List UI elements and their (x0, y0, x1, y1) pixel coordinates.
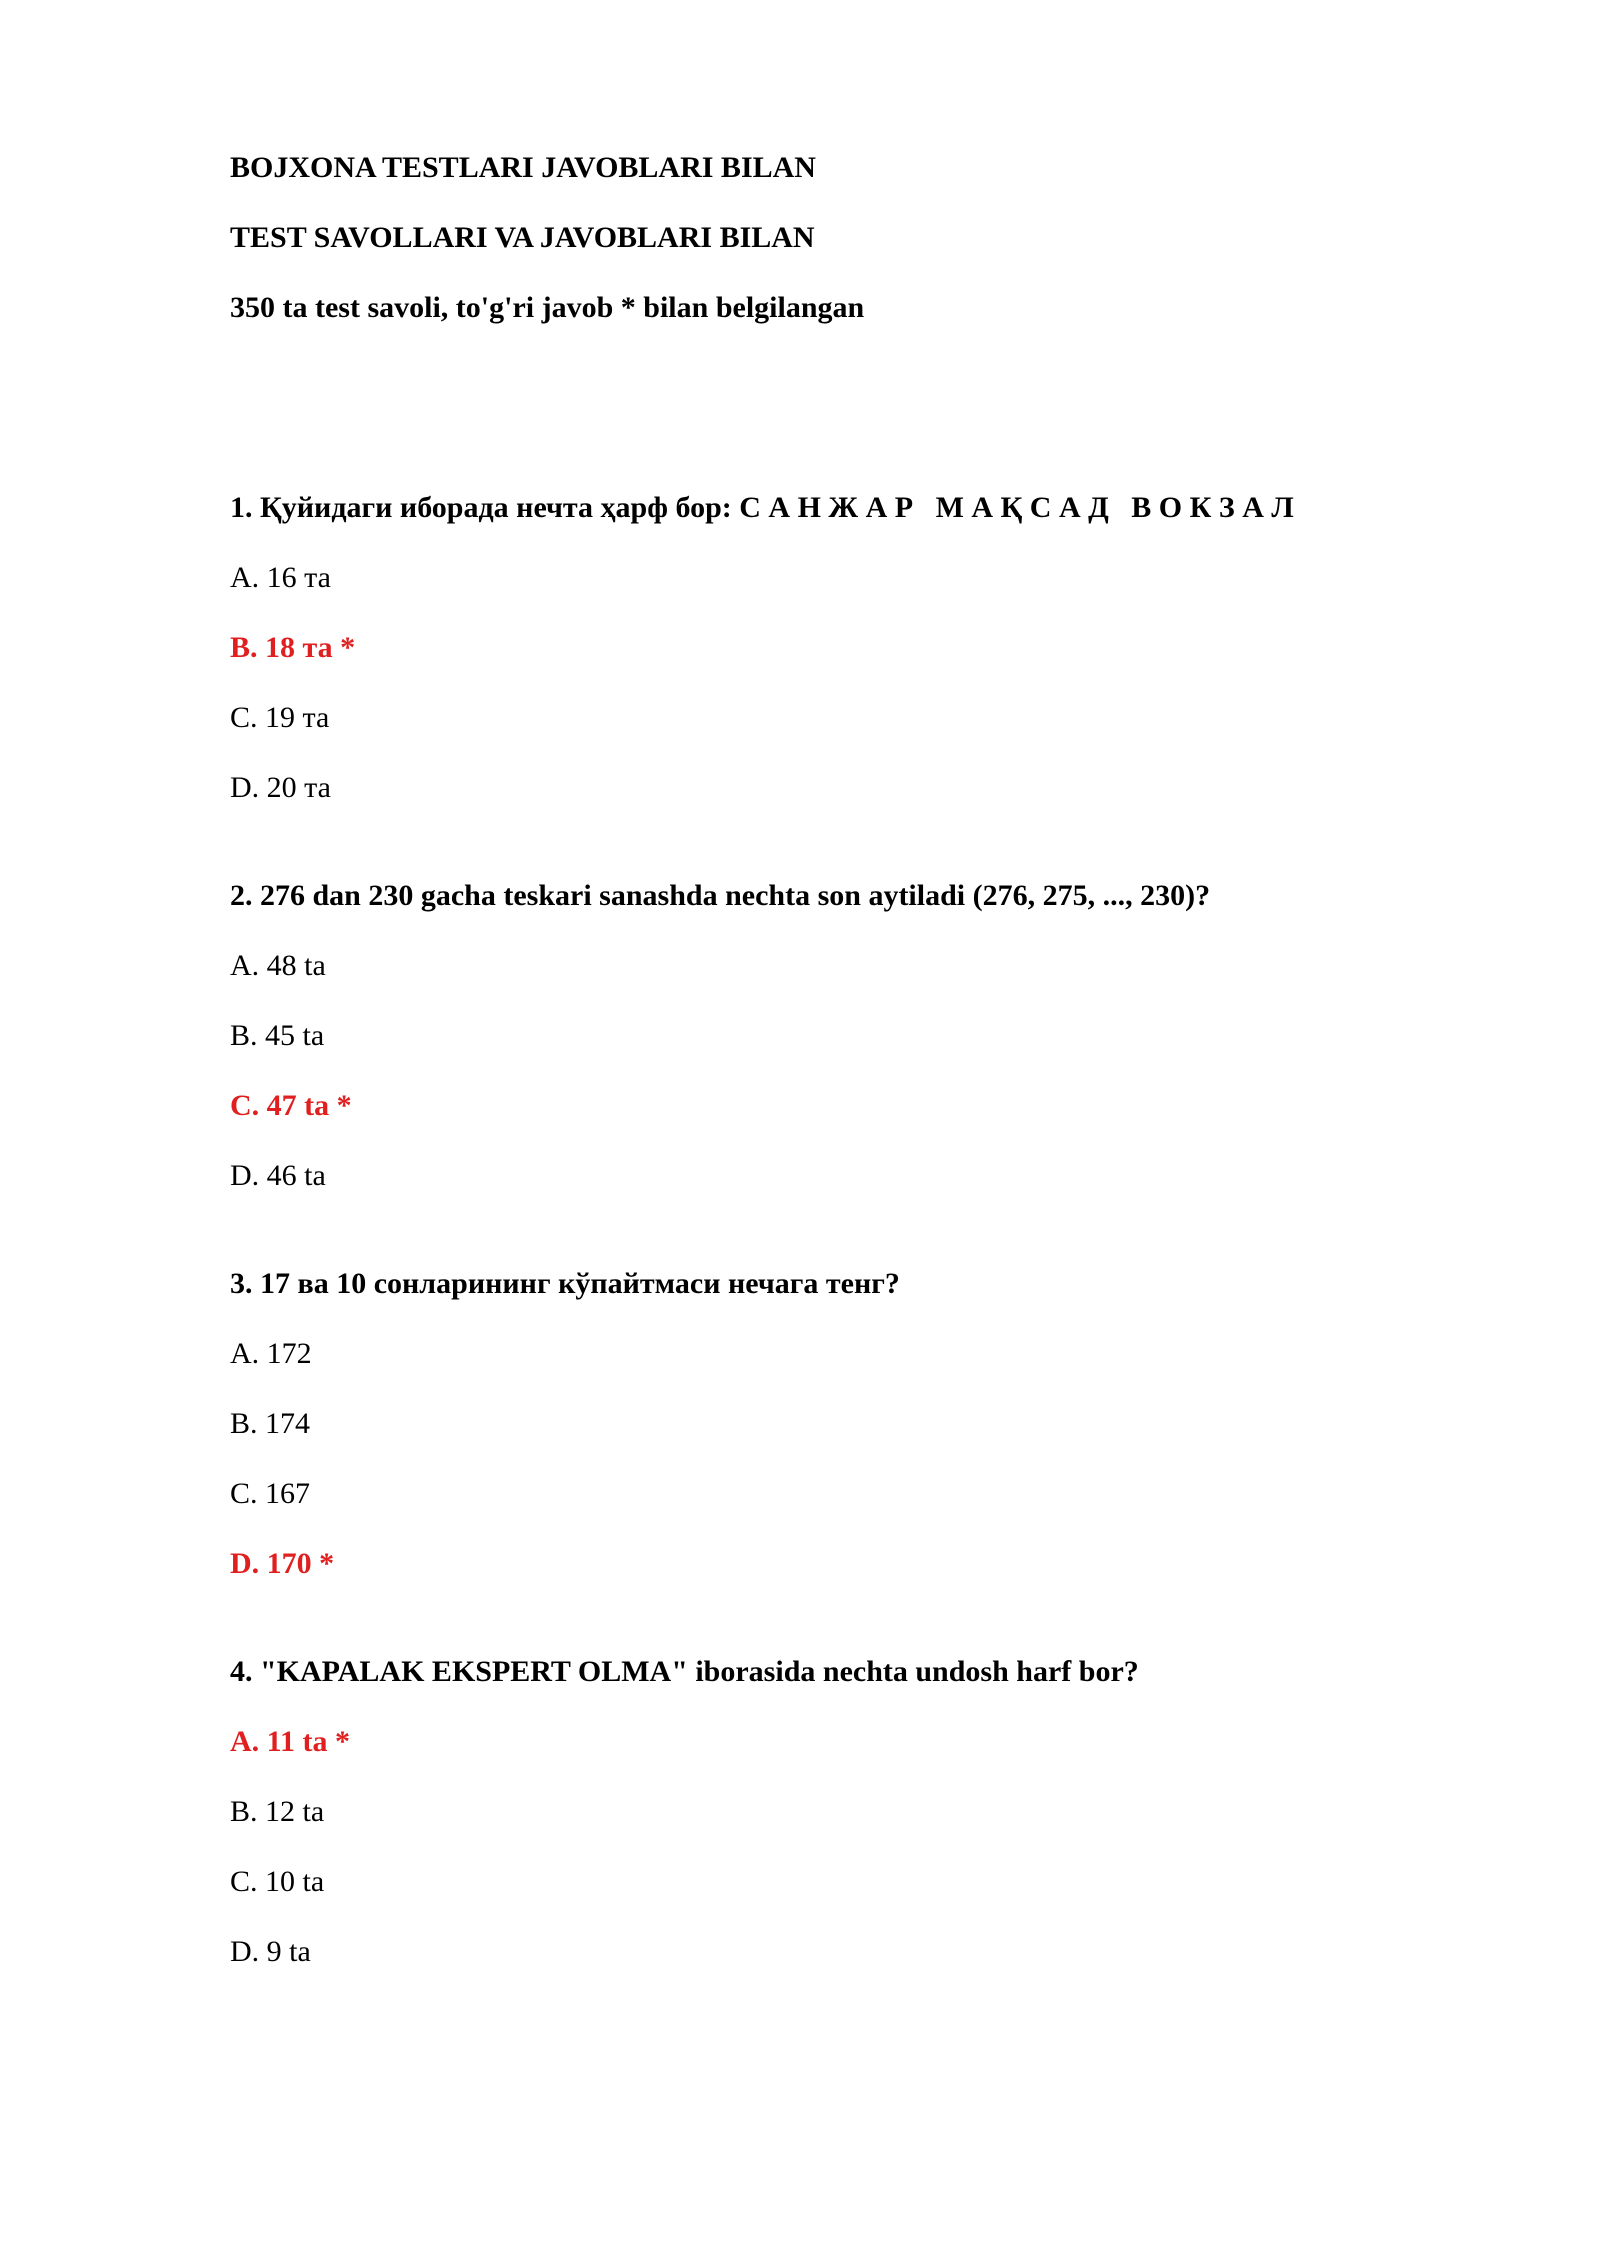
answer-option-c: C. 167 (230, 1477, 311, 1510)
question-2 (230, 876, 1530, 1196)
document-note: 350 ta test savoli, to'g'ri javob * bilan belgilangan (230, 291, 865, 324)
answer-option-d-correct: D. 170 * (230, 1547, 335, 1580)
answer-option-b: B. 45 ta (230, 1019, 325, 1052)
answer-option-a: A. 172 (230, 1337, 312, 1370)
answer-option-d: D. 9 ta (230, 1935, 311, 1968)
document-subtitle: TEST SAVOLLARI VA JAVOBLARI BILAN (230, 221, 815, 254)
question-text: 3. 17 ва 10 сонларининг кўпайтмаси нечага тенг? (230, 1267, 900, 1300)
question-3 (230, 1264, 1530, 1584)
question-text: 2. 276 dan 230 gacha teskari sanashda nechta son aytiladi (276, 275, ..., 230)? (230, 879, 1211, 912)
question-4 (230, 1652, 1530, 1972)
question-text: 4. "KAPALAK EKSPERT OLMA" iborasida nechta undosh harf bor? (230, 1655, 1139, 1688)
question-1 (230, 488, 1530, 808)
document-title: BOJXONA TESTLARI JAVOBLARI BILAN (230, 151, 816, 184)
answer-option-a: A. 48 ta (230, 949, 326, 982)
answer-option-d: D. 20 та (230, 771, 331, 804)
question-text: 1. Қуйидаги иборада нечта ҳарф бор: С А Н Ж А Р М А Қ С А Д В О К З А Л (230, 491, 1294, 524)
answer-option-a-correct: A. 11 ta * (230, 1725, 350, 1758)
answer-option-c: C. 19 та (230, 701, 330, 734)
question-list (230, 488, 1530, 1972)
answer-option-c: C. 10 ta (230, 1865, 325, 1898)
answer-option-a: A. 16 та (230, 561, 331, 594)
answer-option-b-correct: B. 18 та * (230, 631, 356, 664)
answer-option-c-correct: C. 47 ta * (230, 1089, 352, 1122)
answer-option-b: B. 174 (230, 1407, 311, 1440)
answer-option-b: B. 12 ta (230, 1795, 325, 1828)
answer-option-d: D. 46 ta (230, 1159, 326, 1192)
document-page (230, 148, 1530, 2040)
